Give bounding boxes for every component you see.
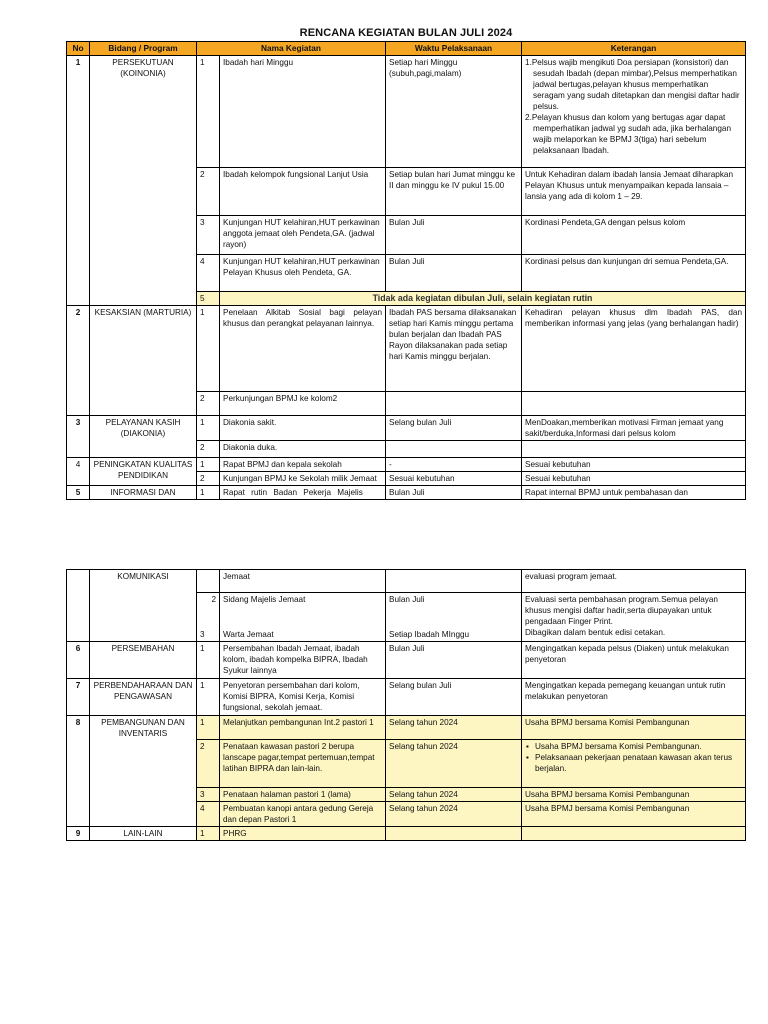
table-row — [67, 486, 746, 500]
table-row — [67, 306, 746, 392]
activity-table-page2 — [66, 569, 746, 841]
item-keterangan — [522, 56, 746, 168]
item-number: 1 — [197, 679, 220, 716]
item-number: 1 — [197, 306, 220, 392]
item-waktu — [386, 593, 522, 642]
item-keterangan: Untuk Kehadiran dalam ibadah lansia Jemaat diharapkan Pelayan Khusus untuk menyampaikan kepada lansaia – lansia yang ada di kolom 1 – 29. — [522, 168, 746, 216]
header-bidang: Bidang / Program — [90, 42, 197, 56]
item-nama: PHRG — [220, 827, 386, 841]
item-keterangan: Mengingatkan kepada pemegang keuangan untuk rutin melakukan penyetoran — [522, 679, 746, 716]
item-number: 2 — [197, 441, 220, 458]
section-number: 3 — [67, 416, 90, 458]
item-nama: Kunjungan BPMJ ke Sekolah milik Jemaat — [220, 472, 386, 486]
section-bidang: PELAYANAN KASIH (DIAKONIA) — [90, 416, 197, 458]
header-keterangan: Keterangan — [522, 42, 746, 56]
item-waktu: Selang bulan Juli — [386, 679, 522, 716]
item-keterangan: Mengingatkan kepada pelsus (Diaken) untuk melakukan penyetoran — [522, 642, 746, 679]
item-number: 1 — [197, 56, 220, 168]
item-nama: Perkunjungan BPMJ ke kolom2 — [220, 392, 386, 416]
item-number — [197, 570, 220, 593]
item-keterangan — [522, 392, 746, 416]
item-number: 4 — [197, 802, 220, 827]
item-waktu: Ibadah PAS bersama dilaksanakan setiap hari Kamis minggu pertama bulan berjalan dan Ibadah PAS Rayon dilaksanakan pada setiap hari Kamis minggu berjalan. — [386, 306, 522, 392]
item-nama: Penataan halaman pastori 1 (lama) — [220, 788, 386, 802]
item-nama: Rapat rutin Badan Pekerja Majelis — [220, 486, 386, 500]
item-waktu — [386, 570, 522, 593]
item-nama: Ibadah kelompok fungsional Lanjut Usia — [220, 168, 386, 216]
item-waktu: Selang bulan Juli — [386, 416, 522, 441]
item-nama: Persembahan Ibadah Jemaat, ibadah kolom, ibadah kompelka BIPRA, Ibadah Syukur lainnya — [220, 642, 386, 679]
item-waktu: Bulan Juli — [386, 216, 522, 255]
table-row — [67, 679, 746, 716]
item-keterangan: Sesuai kebutuhan — [522, 458, 746, 472]
section-number: 1 — [67, 56, 90, 306]
item-keterangan: Usaha BPMJ bersama Komisi Pembangunan — [522, 802, 746, 827]
item-keterangan — [522, 740, 746, 788]
item-waktu — [386, 827, 522, 841]
item-number: 4 — [197, 255, 220, 292]
item-keterangan: Kordinasi pelsus dan kunjungan dri semua Pendeta,GA. — [522, 255, 746, 292]
table-row — [67, 642, 746, 679]
item-nama: Diakonia duka. — [220, 441, 386, 458]
table-row — [67, 56, 746, 168]
keterangan-point: 2.Pelayan khusus dan kolom yang bertugas agar dapat memperhatikan jadwal yg sudah ada, jika berhalangan wajib melaporkan ke BPMJ 3(tiga) hari sebelum pelaksanaan Ibadah. — [525, 113, 732, 155]
item-keterangan: Sesuai kebutuhan — [522, 472, 746, 486]
table-row — [67, 827, 746, 841]
item-number: 1 — [197, 458, 220, 472]
item-waktu-3: Setiap Ibadah MInggu — [389, 630, 470, 639]
item-keterangan — [522, 827, 746, 841]
item-number: 1 — [197, 486, 220, 500]
section-bidang: PERBENDAHARAAN DAN PENGAWASAN — [90, 679, 197, 716]
header-no: No — [67, 42, 90, 56]
item-nama: Pembuatan kanopi antara gedung Gereja dan depan Pastori 1 — [220, 802, 386, 827]
item-keterangan: Kordinasi Pendeta,GA dengan pelsus kolom — [522, 216, 746, 255]
table-row — [67, 416, 746, 441]
item-keterangan-3: Dibagikan dalam bentuk edisi cetakan. — [525, 628, 666, 637]
item-keterangan: Rapat internal BPMJ untuk pembahasan dan — [522, 486, 746, 500]
item-nama: Jemaat — [220, 570, 386, 593]
item-waktu: Bulan Juli — [386, 255, 522, 292]
item-waktu: Setiap hari Minggu (subuh,pagi,malam) — [386, 56, 522, 168]
section-number: 9 — [67, 827, 90, 841]
item-number-2: 2 — [211, 595, 216, 604]
item-number: 1 — [197, 716, 220, 740]
item-nama: Kunjungan HUT kelahiran,HUT perkawinan anggota jemaat oleh Pendeta,GA. (jadwal rayon) — [220, 216, 386, 255]
section-number: 5 — [67, 486, 90, 500]
table-row — [67, 458, 746, 472]
item-waktu — [386, 392, 522, 416]
item-number: 2 — [197, 392, 220, 416]
item-nama-3: Warta Jemaat — [223, 630, 274, 639]
table-row — [67, 716, 746, 740]
item-waktu-2: Bulan Juli — [389, 595, 425, 604]
table-header-row — [67, 42, 746, 56]
item-keterangan: MenDoakan,memberikan motivasi Firman jemaat yang sakit/berduka,Informasi dari pelsus kolom — [522, 416, 746, 441]
item-number: 2 — [197, 168, 220, 216]
item-nama: Rapat BPMJ dan kepala sekolah — [220, 458, 386, 472]
item-number: 5 — [197, 292, 220, 306]
section-bidang: KESAKSIAN (MARTURIA) — [90, 306, 197, 416]
section-number — [67, 570, 90, 642]
no-activity-note: Tidak ada kegiatan dibulan Juli, selain kegiatan rutin — [220, 292, 746, 306]
keterangan-bullet: ▪ Usaha BPMJ bersama Komisi Pembangunan. — [535, 741, 742, 752]
keterangan-point: 1.Pelsus wajib mengikuti Doa persiapan (konsistori) dan sesudah Ibadah (depan mimbar),Pelsus memperhatikan jadwal bertugas,pelayan khusus memperhatikan seragam yang sudah ditetapkan dan mengisi daftar hadir pelsus. — [525, 58, 740, 111]
section-bidang: PERSEKUTUAN (KOINONIA) — [90, 56, 197, 306]
item-keterangan: evaluasi program jemaat. — [522, 570, 746, 593]
item-waktu: Selang tahun 2024 — [386, 740, 522, 788]
item-keterangan — [522, 593, 746, 642]
document-title: RENCANA KEGIATAN BULAN JULI 2024 — [299, 27, 513, 39]
item-waktu: Bulan Juli — [386, 642, 522, 679]
item-number: 1 — [197, 642, 220, 679]
item-keterangan: Usaha BPMJ bersama Komisi Pembangunan — [522, 716, 746, 740]
item-number: 2 — [197, 740, 220, 788]
item-number — [197, 593, 220, 642]
item-waktu: Sesuai kebutuhan — [386, 472, 522, 486]
item-nama: Melanjutkan pembangunan Int.2 pastori 1 — [220, 716, 386, 740]
section-number: 4 — [67, 458, 90, 486]
item-nama: Diakonia sakit. — [220, 416, 386, 441]
item-number: 1 — [197, 827, 220, 841]
item-number: 3 — [197, 788, 220, 802]
item-number: 2 — [197, 472, 220, 486]
section-bidang: LAIN-LAIN — [90, 827, 197, 841]
item-number-3: 3 — [200, 630, 205, 639]
section-bidang: PENINGKATAN KUALITAS PENDIDIKAN — [90, 458, 197, 486]
item-nama: Penataan kawasan pastori 2 berupa lanscape pagar,tempat pertemuan,tempat latihan BIPRA dan lain-lain. — [220, 740, 386, 788]
section-number: 6 — [67, 642, 90, 679]
item-waktu: Bulan Juli — [386, 486, 522, 500]
header-waktu: Waktu Pelaksanaan — [386, 42, 522, 56]
item-waktu — [386, 441, 522, 458]
keterangan-bullet: ▪ Pelaksanaan pekerjaan penataan kawasan akan terus berjalan. — [535, 752, 742, 774]
activity-table-page1 — [66, 41, 746, 500]
item-nama: Ibadah hari Minggu — [220, 56, 386, 168]
item-nama — [220, 593, 386, 642]
item-number: 1 — [197, 416, 220, 441]
item-waktu: Selang tahun 2024 — [386, 788, 522, 802]
item-nama: Kunjungan HUT kelahiran,HUT perkawinan Pelayan Khusus oleh Pendeta, GA. — [220, 255, 386, 292]
item-keterangan-2: Evaluasi serta pembahasan program.Semua pelayan khusus mengisi daftar hadir,serta diupayakan untuk pengadaan Finger Print. — [525, 595, 718, 626]
item-waktu: Setiap bulan hari Jumat minggu ke II dan minggu ke IV pukul 15.00 — [386, 168, 522, 216]
item-nama: Penelaan Alkitab Sosial bagi pelayan khusus dan perangkat pelayanan lainnya. — [220, 306, 386, 392]
section-number: 2 — [67, 306, 90, 416]
item-waktu: Selang tahun 2024 — [386, 802, 522, 827]
item-keterangan — [522, 441, 746, 458]
item-waktu: - — [386, 458, 522, 472]
item-nama-2: Sidang Majelis Jemaat — [223, 595, 306, 604]
section-bidang: KOMUNIKASI — [90, 570, 197, 642]
keterangan-list — [525, 741, 742, 774]
item-nama: Penyetoran persembahan dari kolom, Komisi BIPRA, Komisi Kerja, Komisi fungsional, sekolah jemaat. — [220, 679, 386, 716]
table-row — [67, 570, 746, 593]
section-number: 8 — [67, 716, 90, 827]
item-keterangan: Usaha BPMJ bersama Komisi Pembangunan — [522, 788, 746, 802]
item-keterangan: Kehadiran pelayan khusus dlm Ibadah PAS, dan memberikan informasi yang jelas (yang berhalangan hadir) — [522, 306, 746, 392]
item-waktu: Selang tahun 2024 — [386, 716, 522, 740]
section-number: 7 — [67, 679, 90, 716]
section-bidang: PERSEMBAHAN — [90, 642, 197, 679]
section-bidang: PEMBANGUNAN DAN INVENTARIS — [90, 716, 197, 827]
section-bidang: INFORMASI DAN — [90, 486, 197, 500]
item-number: 3 — [197, 216, 220, 255]
header-nama-kegiatan: Nama Kegiatan — [197, 42, 386, 56]
